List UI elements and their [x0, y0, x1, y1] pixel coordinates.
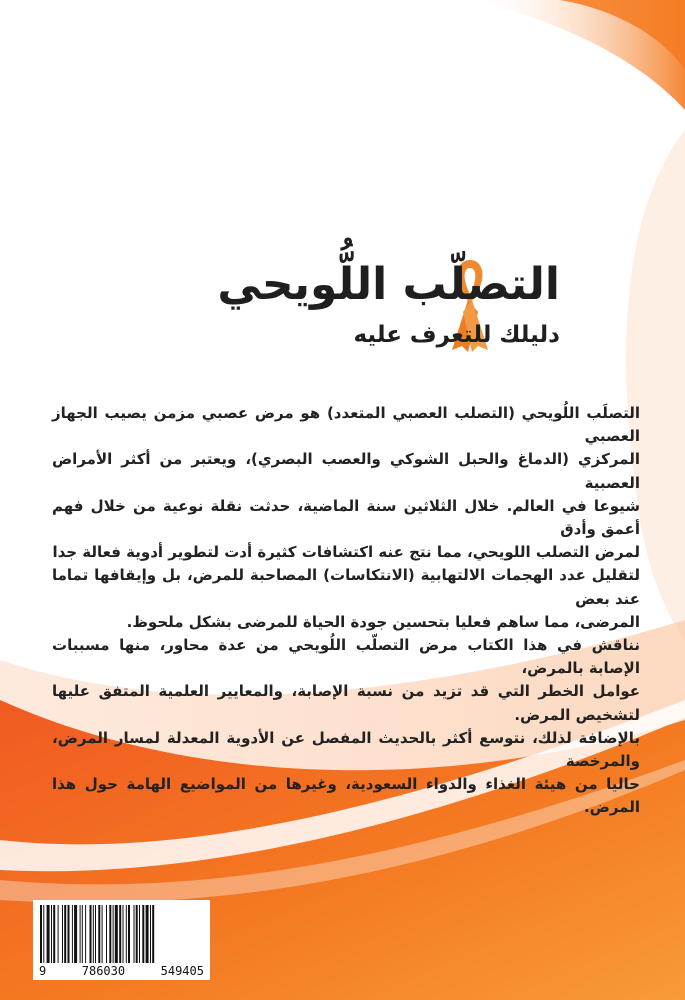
description-line: بالإضافة لذلك، نتوسع أكثر بالحديث المفصل عن الأدوية المعدلة لمسار المرض، والمرخصة [52, 728, 640, 771]
barcode-bar [136, 905, 138, 963]
barcode-bar [53, 905, 55, 963]
description-line: شيوعا في العالم. خلال الثلاثين سنة الماضية، حدثت نقلة نوعية من خلال فهم أعمق وأدق [52, 496, 640, 539]
barcode-digit-group: 549405 [160, 964, 204, 978]
barcode-bar [150, 905, 151, 963]
barcode-bar [106, 905, 107, 963]
description-line: نناقش في هذا الكتاب مرض التصلّب اللُويحي من عدة محاور، منها مسببات الإصابة بالمرض، [52, 636, 640, 678]
barcode-bar [58, 905, 59, 963]
book-subtitle: دليلك للتعرف عليه [353, 322, 560, 348]
barcode-bar [126, 905, 127, 963]
description-line: المرضى، مما ساهم فعليا بتحسين جودة الحياة للمرضى بشكل ملحوظ. [126, 612, 640, 631]
barcode-bar [90, 905, 92, 963]
barcode-bar [98, 905, 100, 963]
barcode-bar [93, 905, 94, 963]
description-line: لمرض التصلب اللويحي، مما نتج عنه اكتشافات كثيرة أدت لتطوير أدوية فعالة جدا [52, 543, 640, 562]
barcode-bar [95, 905, 96, 963]
barcode-bars [40, 905, 203, 963]
barcode-digits [39, 964, 204, 978]
barcode-bar [152, 905, 154, 963]
barcode-digit-group: 9 [39, 964, 47, 978]
description-line: المركزي (الدماغ والحبل الشوكي والعصب البصري)، ويعتبر من أكثر الأمراض العصبية [52, 450, 640, 492]
barcode-bar [102, 905, 103, 963]
barcode-bar [51, 905, 52, 963]
book-title: التصلّب اللُّويحي [217, 259, 560, 310]
barcode-bar [62, 905, 63, 963]
barcode-bar [113, 905, 114, 963]
barcode-bar [80, 905, 81, 963]
barcode-bar [119, 905, 121, 963]
barcode-bar [82, 905, 83, 963]
isbn-barcode [33, 900, 210, 980]
book-description [52, 402, 640, 820]
barcode-bar [64, 905, 66, 963]
barcode-bar [146, 905, 149, 963]
barcode-bar [109, 905, 111, 963]
barcode-bar [128, 905, 130, 963]
barcode-bar [68, 905, 70, 963]
barcode-bar [72, 905, 73, 963]
barcode-bar [85, 905, 86, 963]
description-line: التصلَب اللُويحي (التصلب العصبي المتعدد) هو مرض عصبي مزمن يصيب الجهاز العصبي [52, 404, 640, 446]
description-line: لتقليل عدد الهجمات الالتهابية (الانتكاسات) المصاحبة للمرض، بل وإيقافها تماما عند بعض [52, 566, 640, 608]
barcode-bar [47, 905, 50, 963]
barcode-bar [139, 905, 140, 963]
barcode-bar [123, 905, 124, 963]
description-line: عوامل الخطر التي قد تزيد من نسبة الإصابة، والمعايير العلمية المتفق عليها لتشخيص المرض. [52, 682, 640, 724]
barcode-bar [115, 905, 118, 963]
barcode-bar [40, 905, 42, 963]
barcode-bar [74, 905, 77, 963]
barcode-bar [43, 905, 44, 963]
barcode-bar [134, 905, 135, 963]
barcode-bar [142, 905, 144, 963]
barcode-digit-group: 786030 [81, 964, 126, 978]
description-line: حاليا من هيئة الغذاء والدواء السعودية، وغيرها من المواضيع الهامة حول هذا المرض. [52, 775, 640, 817]
